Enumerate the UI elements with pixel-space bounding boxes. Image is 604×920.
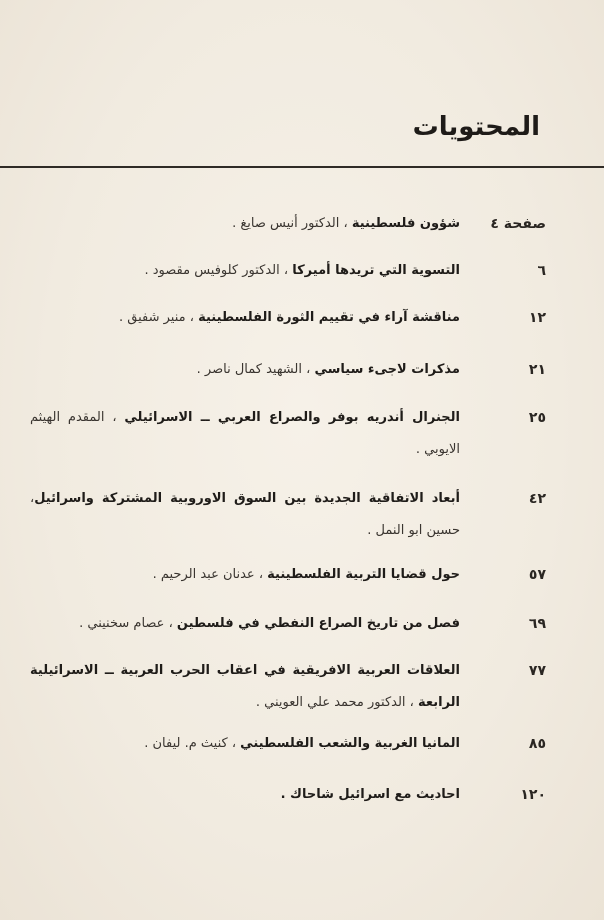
toc-entry [30,779,546,811]
entry-text [30,608,460,640]
entry-author: عدنان عبد الرحيم . [152,567,255,582]
page-number: ٧٧ [528,663,546,679]
entry-title: الجنرال أندريه بوفر والصراع العربي ــ الاسرائيلي [124,410,460,425]
entry-text [30,208,460,240]
entry-title: التسوية التي تريدها أميركا [292,263,460,278]
toc-entry [30,728,546,760]
toc-entry [30,559,546,591]
entry-separator: ، [227,736,241,751]
page-number: ٦٩ [528,616,546,632]
page-number: ١٢ [528,310,546,326]
entry-separator: ، [301,362,315,377]
page-number: ٥٧ [528,567,546,583]
entry-text [30,655,460,719]
entry-text [30,402,460,466]
page-number: صفحة ٤ [490,216,546,232]
toc-entry [30,255,546,287]
entry-separator: ، [30,491,35,506]
entry-text [30,728,460,760]
entry-text [30,255,460,287]
entry-separator: ، [279,263,293,278]
entry-author: الشهيد كمال ناصر . [196,362,302,377]
entry-author: كنيث م. ليفان . [144,736,228,751]
page-title: المحتويات [412,112,540,142]
entry-separator: ، [339,216,352,231]
entry-author: عصام سخنيني . [79,616,165,631]
entry-author: حسين ابو النمل . [367,523,460,538]
entry-title: شؤون فلسطينية [351,216,460,231]
page-number: ٤٢ [528,491,546,507]
title-divider [0,166,604,168]
entry-author: الدكتور أنيس صايغ . [232,216,340,231]
entry-title: المانيا الغربية والشعب الفلسطيني [240,736,460,751]
entry-separator: ، [185,310,199,325]
toc-entry [30,608,546,640]
entry-title: احاديث مع اسرائيل شاحاك . [280,787,460,802]
entry-text [30,354,460,386]
toc-entry [30,302,546,334]
page-number: ٢٥ [528,410,546,426]
entry-text [30,302,460,334]
entry-title: مناقشة آراء في تقييم الثورة الفلسطينية [198,310,460,325]
entry-title: العلاقات العربية الافريقية في اعقاب الحرب العربية ــ الاسرائيلية الرابعة [30,663,460,710]
toc-entry [30,402,546,466]
entry-author: الدكتور محمد علي العويني . [255,695,406,710]
toc-entry [30,655,546,719]
toc-entry [30,354,546,386]
toc-entry [30,483,546,547]
entry-separator: ، [405,695,419,710]
page-number: ٨٥ [528,736,546,752]
entry-title: فصل من تاريخ الصراع النفطي في فلسطين [176,616,460,631]
entry-title: أبعاد الاتفاقية الجديدة بين السوق الاوروبية المشتركة واسرائيل [34,491,460,506]
page-number: ٦ [537,263,546,279]
page-number: ٢١ [528,362,546,378]
page-number: ١٢٠ [520,787,546,803]
entry-separator: ، [254,567,268,582]
entry-title: حول قضايا التربية الفلسطينية [267,567,460,582]
toc-entry [30,208,546,240]
entry-author: الدكتور كلوفيس مقصود . [144,263,280,278]
entry-text [30,559,460,591]
entry-text [30,483,460,547]
entry-author: منير شفيق . [119,310,186,325]
entry-separator: ، [164,616,177,631]
entry-author: المقدم الهيثم الايوبي . [30,410,460,457]
entry-separator: ، [104,410,125,425]
entry-text [30,779,460,811]
entry-title: مذكرات لاجىء سياسي [314,362,460,377]
